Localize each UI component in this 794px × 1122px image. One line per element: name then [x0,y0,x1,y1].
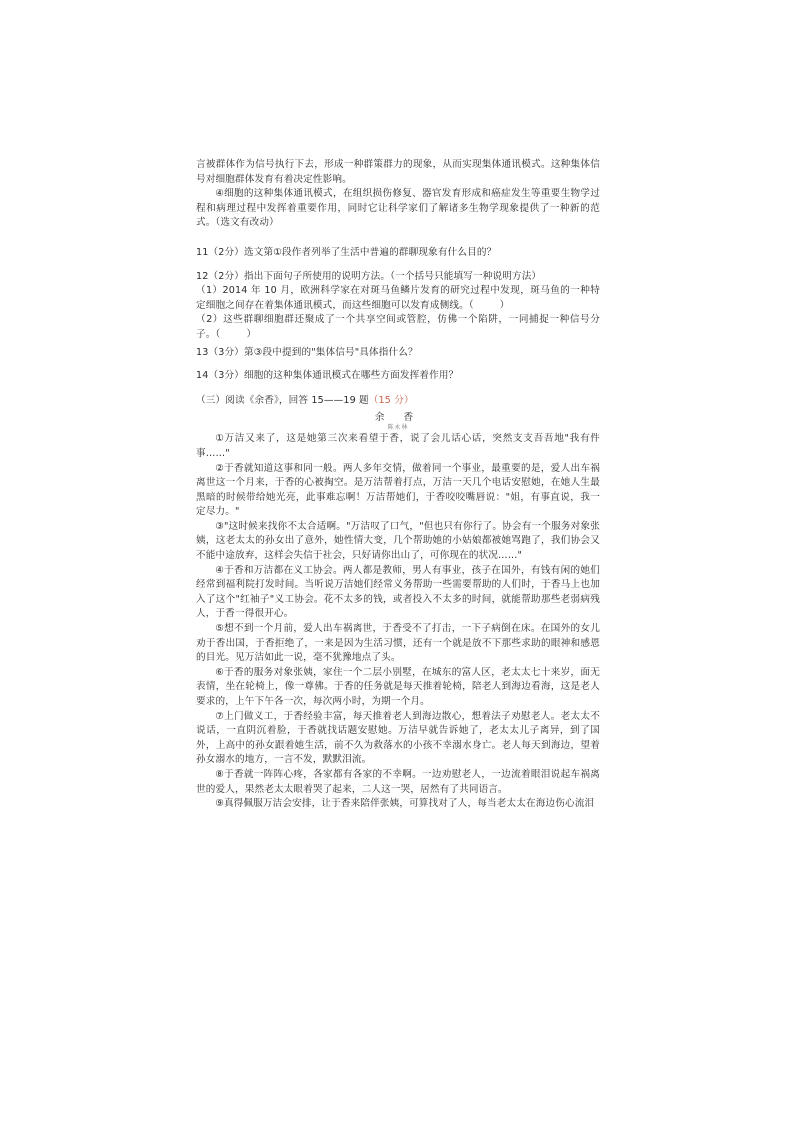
section-3-heading-text: （三）阅读《余香》，回答 15——19 题 [196,394,369,406]
story-paragraph-5: ⑤想不到一个月前，爱人出车祸离世，于香受不了打击，一下子病倒在床。在国外的女儿劝于香出国，于香拒绝了，一来是因为生活习惯，还有一个就是放不下那些求助的眼神和感恩的目光。见万洁如此一说，毫不犹豫地点了头。 [196,623,600,664]
question-12-item-2-text: （2）这些群聊细胞群还聚成了一个共享空间或管腔，仿佛一个陷阱，一同捕捉一种信号分子。（ [196,314,600,340]
story-paragraph-6: ⑥于香的服务对象张姨，家住一个二层小别墅，在城东的富人区，老太太七十来岁，面无表情，坐在轮椅上，像一尊佛。于香的任务就是每天推着轮椅，陪老人到海边看海，这是老人要求的，上午下午各一次，每次两小时，为期一个月。 [196,666,600,707]
question-12: 12（2分）指出下面句子所使用的说明方法。（一个括号只能填写一种说明方法） [196,270,542,282]
close-paren: ） [246,328,257,340]
story-paragraph-9: ⑨真得佩服万洁会安排，让于香来陪伴张姨，可算找对了人，每当老太太在海边伤心流泪 [215,798,595,810]
question-12-item-1 [196,284,600,313]
story-title: 余 香 [374,412,422,424]
section-3-heading [196,394,600,409]
story-paragraph-8: ⑧于香就一阵阵心疼，各家都有各家的不幸啊。一边劝慰老人，一边流着眼泪说起车祸离世的爱人，果然老太太眼着哭了起来，二人这一哭，居然有了共同语言。 [196,768,600,795]
passage-continuation: 言被群体作为信号执行下去，形成一种群策群力的现象，从而实现集体通讯模式。这种集体信号对细胞群体发育有着决定性影响。 [196,159,600,185]
question-11: 11（2分）选文第①段作者列举了生活中普遍的群聊现象有什么目的？ [196,246,497,258]
passage-paragraph-4: ④细胞的这种集体通讯模式，在组织损伤修复、器官发育形成和癌症发生等重要生物学过程和病理过程中发挥着重要作用，同时它让科学家们了解诸多生物学现象提供了一种新的范式。（选文有改动） [196,188,600,229]
section-3-score: （15 分） [368,394,414,406]
story-paragraph-1: ①万洁又来了，这是她第三次来看望于香，说了会儿话心话，突然支支吾吾地"我有件事……" [196,433,600,459]
exam-page-content [196,158,600,848]
question-13: 13（3分）第③段中提到的"集体信号"具体指什么？ [196,346,418,358]
question-12-item-2 [196,313,600,342]
story-paragraph-2: ②于香就知道这事和同一般。两人多年交情，做着同一个事业，最重要的是，爱人出车祸离世这一个月来，于香的心被掏空。是万洁帮着打点，万洁一天几个电话安慰她，在她人生最黑暗的时候带给她光亮，此事难忘啊！万洁帮她们，于香咬咬嘴唇说："姐，有事直说，我一定尽力。" [196,462,600,518]
story-paragraph-3: ③"这时候来找你不太合适啊。"万洁叹了口气，"但也只有你行了。协会有一个服务对象张姨，这老太太的孙女出了意外，她性情大变，几个帮助她的小姑娘都被她骂跑了，我们协会又不能中途放弃，这样会失信于社会，只好请你出山了，可你现在的状况……" [196,520,600,562]
story-author: 陈永林 [387,424,409,432]
close-paren: ） [499,299,510,311]
spacer [196,231,600,237]
story-paragraph-7: ⑦上门做义工，于香经验丰富，每天推着老人到海边散心，想着法子劝慰老人。老太太不说话，一直阴沉着脸，于香就找话题安慰她。万洁早就告诉她了，老太太儿子离异，到了国外，上高中的孙女跟着她生活，前不久为救落水的小孩不幸溺水身亡。老人每天到海边，望着孙女溺水的地方，一言不发，默默泪流。 [196,710,600,766]
question-14: 14（3分）细胞的这种集体通讯模式在哪些方面发挥着作用？ [196,370,459,382]
story-paragraph-4: ④于香和万洁都在义工协会。两人都是教师，男人有事业，孩子在国外，有钱有闲的她们经常到福利院打发时间。当听说万洁她们经常义务帮助一些需要帮助的人们时，于香马上也加入了这个"红袖子"义工协会。花不太多的钱，或者投入不太多的时间，就能帮助那些老弱病残人，于香一得很开心。 [196,564,600,620]
question-12-item-1-text: （1）2014 年 10 月，欧洲科学家在对斑马鱼鳞片发育的研究过程中发现，斑马鱼的一种特定细胞之间存在着集体通讯模式，而这些细胞可以发育成侧线。（ [196,285,600,311]
